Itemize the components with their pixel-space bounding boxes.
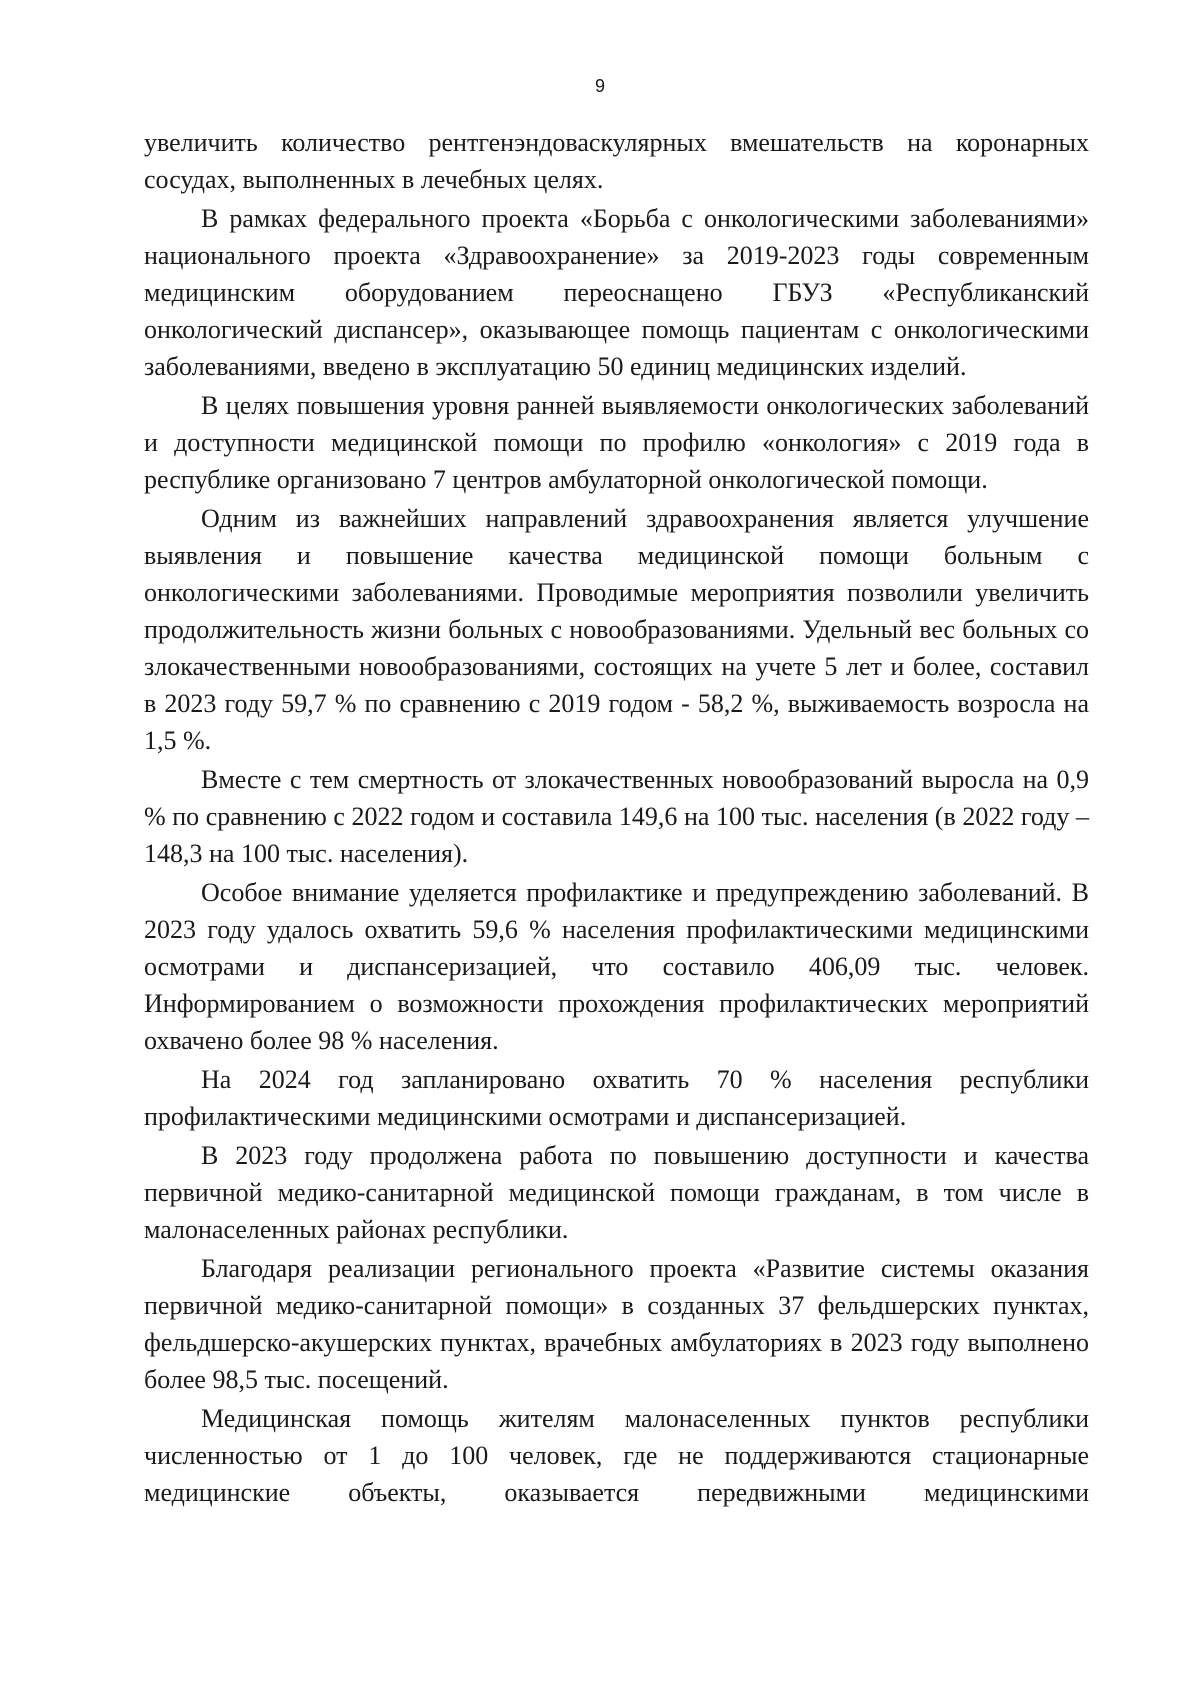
paragraph-prevention: Особое внимание уделяется профилактике и предупреждению заболеваний. В 2023 году удалось охватить 59,6 % населения профилактическими медицинскими осмотрами и диспансеризацией, что составило 406,09 тыс. человек. Информированием о возможности прохождения профилактических мероприятий охвачено более 98 % населения. xyxy=(144,878,1089,1055)
paragraph-oncology-project: В рамках федерального проекта «Борьба с онкологическими заболеваниями» национального проекта «Здравоохранение» за 2019-2023 годы современным медицинским оборудованием переоснащено ГБУЗ «Республиканский онкологический диспансер», оказывающее помощь пациентам с онкологическими заболеваниями, введено в эксплуатацию 50 единиц медицинских изделий. xyxy=(144,204,1089,381)
paragraph-primary-care: В 2023 году продолжена работа по повышению доступности и качества первичной медико-санитарной медицинской помощи гражданам, в том числе в малонаселенных районах республики. xyxy=(144,1141,1089,1244)
paragraph-regional-project: Благодаря реализации регионального проекта «Развитие системы оказания первичной медико-санитарной помощи» в созданных 37 фельдшерских пунктах, фельдшерско-акушерских пунктах, врачебных амбулаториях в 2023 году выполнено более 98,5 тыс. посещений. xyxy=(144,1254,1089,1394)
paragraph-cancer-mortality: Вместе с тем смертность от злокачественных новообразований выросла на 0,9 % по сравнению с 2022 годом и составила 149,6 на 100 тыс. населения (в 2022 году – 148,3 на 100 тыс. населения). xyxy=(144,765,1089,868)
paragraph-mobile-medical: Медицинская помощь жителям малонаселенных пунктов республики численностью от 1 до 100 человек, где не поддерживаются стационарные медицинские объекты, оказывается передвижными медицинскими xyxy=(144,1404,1089,1507)
paragraph-oncology-centers: В целях повышения уровня ранней выявляемости онкологических заболеваний и доступности медицинской помощи по профилю «онкология» с 2019 года в республике организовано 7 центров амбулаторной онкологической помощи. xyxy=(144,391,1089,494)
page-number: 9 xyxy=(594,76,605,96)
document-body xyxy=(144,124,1089,1513)
paragraph-plan-2024: На 2024 год запланировано охватить 70 % населения республики профилактическими медицинскими осмотрами и диспансеризацией. xyxy=(144,1065,1089,1131)
paragraph-cancer-detection: Одним из важнейших направлений здравоохранения является улучшение выявления и повышение качества медицинской помощи больным с онкологическими заболеваниями. Проводимые мероприятия позволили увеличить продолжительность жизни больных с новообразованиями. Удельный вес больных со злокачественными новообразованиями, состоящих на учете 5 лет и более, составил в 2023 году 59,7 % по сравнению с 2019 годом - 58,2 %, выживаемость возросла на 1,5 %. xyxy=(144,504,1089,755)
paragraph-continuation: увеличить количество рентгенэндоваскулярных вмешательств на коронарных сосудах, выполненных в лечебных целях. xyxy=(144,128,1089,194)
